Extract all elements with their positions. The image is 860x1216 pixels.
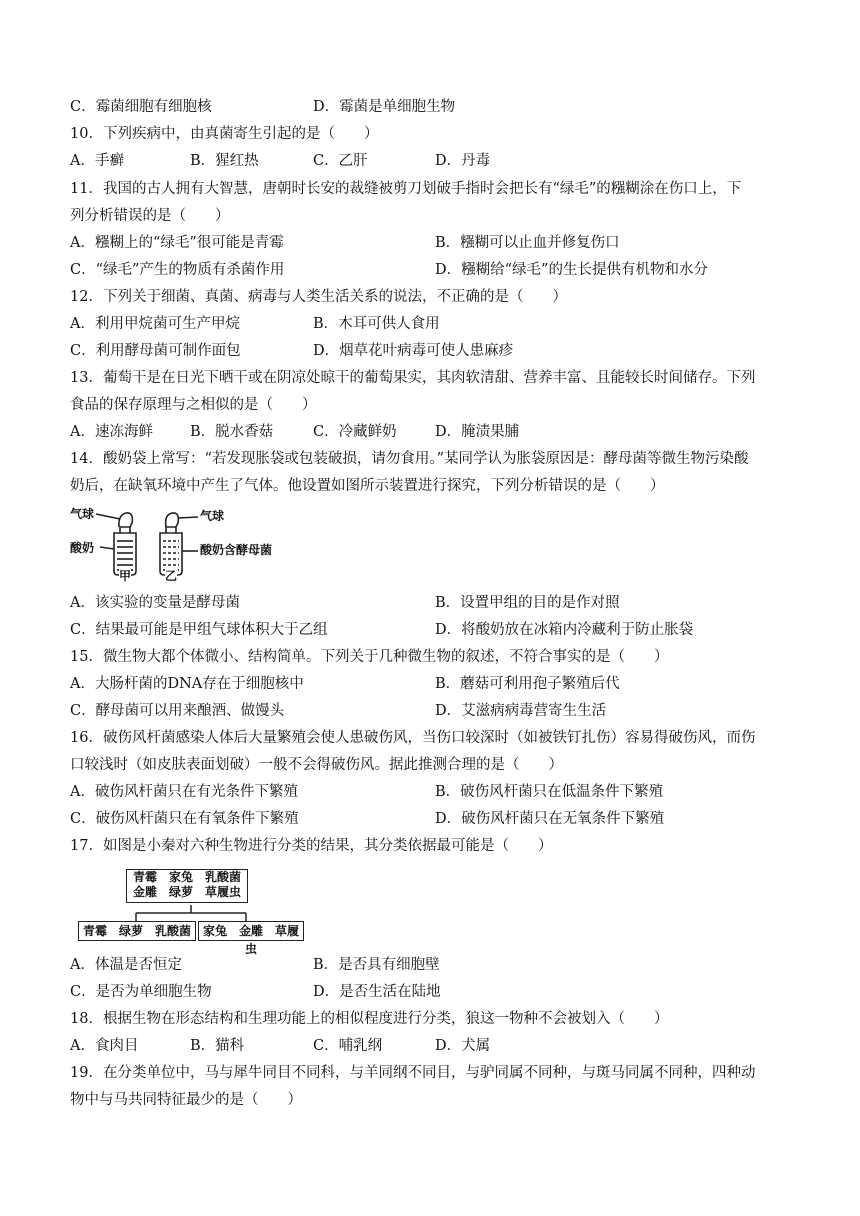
q15-stem: 15．微生物大都个体微小、结构简单。下列关于几种微生物的叙述，不符合事实的是（ ） <box>70 649 669 665</box>
q12-stem: 12．下列关于细菌、真菌、病毒与人类生活关系的说法，不正确的是（ ） <box>70 289 567 305</box>
q17-option-d: D．是否生活在陆地 <box>313 984 441 1000</box>
q16-stem-line1: 16．破伤风杆菌感染人体后大量繁殖会使人患破伤风，当伤口较深时（如被铁钉扎伤）容易得破伤风，而伤 <box>70 730 756 746</box>
q17-classification-figure <box>76 865 306 956</box>
q14-stem-line2: 奶后，在缺氧环境中产生了气体。他设置如图所示装置进行探究，下列分析错误的是（ ） <box>70 478 665 494</box>
balloon-label-left: 气球 <box>70 507 95 521</box>
group-right-box: 家兔 金雕 草履虫 <box>198 921 304 941</box>
q18-stem: 18．根据生物在形态结构和生理功能上的相似程度进行分类，狼这一物种不会被划入（ ） <box>70 1011 669 1027</box>
q15-option-a: A．大肠杆菌的DNA存在于细胞核中 <box>70 676 304 692</box>
q10-option-a: A．手癣 <box>70 153 124 169</box>
q15-option-b: B．蘑菇可利用孢子繁殖后代 <box>435 676 620 692</box>
q10-option-c: C．乙肝 <box>313 153 368 169</box>
group-yi-label: 乙 <box>165 569 178 583</box>
q13-option-d: D．腌渍果脯 <box>435 424 520 440</box>
q18-option-c: C．哺乳纲 <box>313 1038 383 1054</box>
q19-stem-line1: 19．在分类单位中，马与犀牛同目不同科，与羊同纲不同目，与驴同属不同种，与斑马同属不同种，四种动 <box>70 1065 756 1081</box>
q11-option-d: D．糨糊给“绿毛”的生长提供有机物和水分 <box>435 262 708 278</box>
q16-option-b: B．破伤风杆菌只在低温条件下繁殖 <box>435 784 664 800</box>
q13-option-a: A．速冻海鲜 <box>70 424 153 440</box>
q17-option-a: A．体温是否恒定 <box>70 957 182 973</box>
yogurt-label-left: 酸奶 <box>70 541 95 555</box>
q18-option-d: D．犬属 <box>435 1038 491 1054</box>
q14-option-d: D．将酸奶放在冰箱内冷藏利于防止胀袋 <box>435 622 694 638</box>
q16-option-a: A．破伤风杆菌只在有光条件下繁殖 <box>70 784 298 800</box>
q14-option-c: C．结果最可能是甲组气球体积大于乙组 <box>70 622 328 638</box>
q16-stem-line2: 口较浅时（如皮肤表面划破）一般不会得破伤风。据此推测合理的是（ ） <box>70 757 563 773</box>
q11-option-c: C．“绿毛”产生的物质有杀菌作用 <box>70 262 285 278</box>
q11-stem-line2: 列分析错误的是（ ） <box>70 208 230 224</box>
q13-stem-line1: 13．葡萄干是在日光下晒干或在阴凉处晾干的葡萄果实，其肉软清甜、营养丰富、且能较长时间储存。下列 <box>70 370 756 386</box>
q9-option-c: C．霉菌细胞有细胞核 <box>70 99 212 115</box>
q16-option-d: D．破伤风杆菌只在无氧条件下繁殖 <box>435 811 665 827</box>
q14-option-b: B．设置甲组的目的是作对照 <box>435 595 620 611</box>
q13-option-c: C．冷藏鲜奶 <box>313 424 397 440</box>
q14-yogurt-figure <box>70 503 275 585</box>
q16-option-c: C．破伤风杆菌只在有氧条件下繁殖 <box>70 811 299 827</box>
q13-option-b: B．脱水香菇 <box>190 424 274 440</box>
q12-option-d: D．烟草花叶病毒可使人患麻疹 <box>313 343 514 359</box>
all-organisms-line2: 金雕 绿萝 草履虫 <box>132 885 241 899</box>
group-jia-label: 甲 <box>119 569 132 583</box>
q13-stem-line2: 食品的保存原理与之相似的是（ ） <box>70 397 317 413</box>
q10-option-b: B．猩红热 <box>190 153 259 169</box>
yogurt-label-right: 酸奶含酵母菌 <box>200 543 273 557</box>
balloon-label-right: 气球 <box>200 509 225 523</box>
q15-option-d: D．艾滋病病毒营寄生生活 <box>435 703 607 719</box>
q9-option-d: D．霉菌是单细胞生物 <box>313 99 456 115</box>
group-left-box: 青霉 绿萝 乳酸菌 <box>78 921 196 941</box>
q18-option-a: A．食肉目 <box>70 1038 139 1054</box>
q19-stem-line2: 物中与马共同特征最少的是（ ） <box>70 1092 302 1108</box>
all-organisms-line1: 青霉 家兔 乳酸菌 <box>132 870 241 884</box>
q15-option-c: C．酵母菌可以用来酿酒、做馒头 <box>70 703 285 719</box>
q14-option-a: A．该实验的变量是酵母菌 <box>70 595 240 611</box>
q11-option-a: A．糨糊上的“绿毛”很可能是青霉 <box>70 235 284 251</box>
q12-option-a: A．利用甲烷菌可生产甲烷 <box>70 316 240 332</box>
q12-option-c: C．利用酵母菌可制作面包 <box>70 343 241 359</box>
q10-stem: 10．下列疾病中，由真菌寄生引起的是（ ） <box>70 126 379 142</box>
q17-stem: 17．如图是小秦对六种生物进行分类的结果，其分类依据最可能是（ ） <box>70 838 553 854</box>
q12-option-b: B．木耳可供人食用 <box>313 316 440 332</box>
q17-option-c: C．是否为单细胞生物 <box>70 984 212 1000</box>
all-organisms-box <box>126 869 248 903</box>
q17-option-b: B．是否具有细胞壁 <box>313 957 440 973</box>
q11-option-b: B．糨糊可以止血并修复伤口 <box>435 235 620 251</box>
q14-stem-line1: 14．酸奶袋上常写：“若发现胀袋或包装破损，请勿食用。”某同学认为胀袋原因是：酵母菌等微生物污染酸 <box>70 451 749 467</box>
q18-option-b: B．猫科 <box>190 1038 245 1054</box>
q10-option-d: D．丹毒 <box>435 153 491 169</box>
q11-stem-line1: 11．我国的古人拥有大智慧，唐朝时长安的裁缝被剪刀划破手指时会把长有“绿毛”的糨糊涂在伤口上，下 <box>70 181 742 197</box>
